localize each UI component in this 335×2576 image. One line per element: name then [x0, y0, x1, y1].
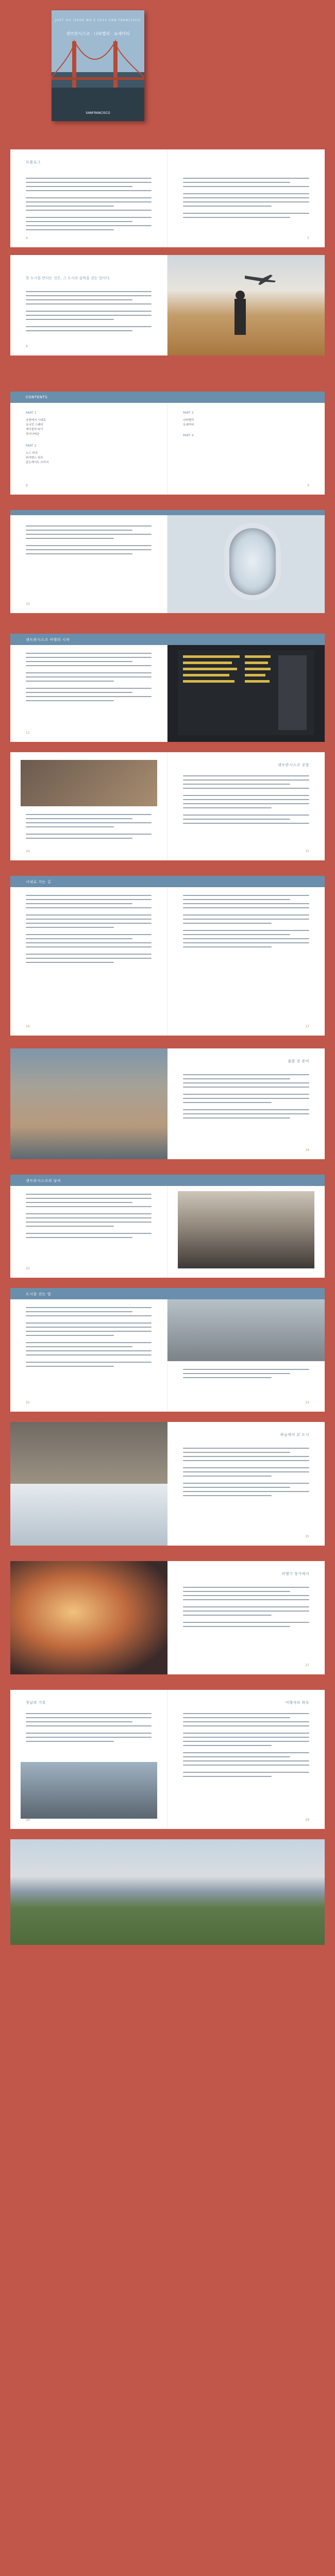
section-header: 하늘에서 본 도시: [280, 1433, 309, 1437]
departure-board-icon: [178, 650, 314, 735]
spread-airport: [10, 752, 325, 860]
text-block: [183, 895, 309, 951]
page-number: 20: [26, 1267, 30, 1270]
plane-icon: [167, 255, 325, 355]
toc-part3: PART 3: [183, 411, 194, 415]
page-number: 29: [305, 1818, 309, 1822]
street-photo: [178, 1191, 314, 1268]
page-number: 23: [305, 1401, 309, 1404]
text-block: [26, 526, 152, 557]
page-number: 10: [26, 602, 30, 606]
top-band: [10, 510, 325, 515]
cover-photo: [52, 10, 144, 121]
text-block: [183, 1448, 309, 1499]
page-left: [10, 887, 167, 1036]
spread-downtown: [10, 876, 325, 1036]
intro-quote: 한 도시를 안다는 것은, 그 도시의 골목을 걷는 일이다.: [26, 276, 111, 280]
section-band: [10, 1175, 325, 1186]
page-left: [10, 1299, 167, 1412]
section-header: 샌프란시스코 공항: [278, 763, 309, 767]
spread-first-day: [10, 1690, 325, 1829]
page-right: [167, 1422, 325, 1546]
spread-city: [10, 1048, 325, 1159]
text-block: [26, 1307, 152, 1370]
text-block: [26, 178, 152, 233]
text-block: [183, 1587, 309, 1630]
page-left: [10, 403, 167, 495]
sunset-window-photo: [10, 1561, 167, 1674]
city-hillside-photo: [10, 1048, 167, 1159]
section-header: 비행기 창가에서: [281, 1572, 309, 1576]
section-header: 여행자의 하루: [285, 1701, 309, 1705]
spread-weather: [10, 1175, 325, 1278]
toc-item[interactable]: 유니언 스퀘어: [26, 423, 43, 427]
page-right: [167, 1186, 325, 1278]
spread-window: [10, 510, 325, 613]
page-right: [167, 403, 325, 495]
text-block: [183, 1713, 309, 1780]
page-left: [10, 515, 167, 613]
page-number: 17: [305, 1025, 309, 1028]
page-number: 14: [26, 850, 30, 853]
text-block: [26, 895, 152, 966]
cover-title: 샌프란시스코 · 나파밸리 · 요세미티: [66, 31, 130, 36]
section-band: [10, 876, 325, 887]
spread-contents: [10, 392, 325, 495]
page-right: [167, 1048, 325, 1159]
airplane-window: [224, 523, 281, 600]
section-band: [10, 634, 325, 645]
page-right: [167, 752, 325, 860]
cover-author: SANFRANCISCO: [86, 111, 110, 115]
page-left: [10, 149, 167, 247]
page-left: [10, 1186, 167, 1278]
snow-aerial-photo: [10, 1484, 167, 1546]
page-right: [167, 1690, 325, 1829]
toc-item[interactable]: 피셔맨스 워프: [26, 456, 43, 460]
section-header: 출발 전 준비: [288, 1059, 309, 1063]
text-block: [26, 1194, 152, 1241]
text-block: [26, 1713, 152, 1748]
section-title: 도시를 걷는 법: [26, 1292, 52, 1296]
airport-cafe-photo: [21, 760, 157, 806]
text-block: [183, 1074, 309, 1122]
page-left: [10, 1561, 167, 1674]
page-number: 19: [305, 1148, 309, 1152]
toc-item[interactable]: 노스 비치: [26, 452, 38, 455]
section-title: 샌프란시스코의 날씨: [26, 1179, 61, 1183]
spread-departures: [10, 634, 325, 742]
text-block: [183, 178, 309, 221]
toc-list-2: [26, 451, 48, 465]
contents-title: CONTENTS: [26, 395, 48, 399]
contents-band: [10, 392, 325, 403]
toc-part1: PART 1: [26, 411, 37, 415]
cityscape-photo: [10, 1422, 167, 1484]
page-right: [167, 255, 325, 355]
toc-part4: PART 4: [183, 434, 194, 437]
departure-board-photo: [178, 650, 314, 735]
section-title: 샌프란시스코 여행의 시작: [26, 638, 70, 642]
page-left: [10, 255, 167, 355]
street-walk-photo: [167, 1299, 325, 1361]
page-left: [10, 752, 167, 860]
page-number: 4: [26, 236, 28, 240]
toc-item[interactable]: 골든게이트 브리지: [26, 461, 49, 464]
page-left: [10, 1048, 167, 1159]
toc-item[interactable]: 차이나타운: [26, 433, 40, 436]
section-header: 프롤로그: [26, 160, 41, 164]
spread-park: [10, 1839, 325, 1945]
page-number: 16: [26, 1025, 30, 1028]
page-number: 6: [26, 345, 28, 348]
page-number: 27: [305, 1664, 309, 1667]
toc-list-3: [183, 418, 194, 428]
page-right: [167, 1561, 325, 1674]
spread-traveller: [10, 255, 325, 355]
page-right: [167, 1299, 325, 1412]
page-right: [167, 149, 325, 247]
page-left: [10, 645, 167, 742]
spread-window-seat: [10, 1561, 325, 1674]
section-title: 시내로 가는 길: [26, 880, 52, 884]
page-number: 15: [305, 850, 309, 853]
toc-list-1: [26, 418, 46, 437]
page-number: 8: [26, 484, 28, 487]
spread-aerial: [10, 1422, 325, 1546]
page-left: [10, 1422, 167, 1546]
page-right: [167, 515, 325, 613]
street-crowd-photo: [21, 1762, 157, 1819]
spread-walking: [10, 1288, 325, 1412]
text-block: [183, 1369, 309, 1381]
page-number: 22: [26, 1401, 30, 1404]
page-number: 9: [307, 484, 309, 487]
toc-item[interactable]: 나파밸리: [183, 419, 194, 422]
page-right: [167, 645, 325, 742]
page-number: 12: [26, 731, 30, 735]
page-left: [10, 1690, 167, 1829]
spread-prologue: [10, 149, 325, 247]
toc-item[interactable]: 공항에서 시내로: [26, 419, 46, 422]
text-block: [183, 775, 309, 827]
section-band: [10, 1288, 325, 1299]
toc-part2: PART 2: [26, 444, 37, 448]
text-block: [26, 814, 152, 842]
page-number: 25: [305, 1535, 309, 1538]
text-block: [26, 653, 152, 704]
text-block: [26, 291, 152, 334]
golden-gate-bridge-illustration: [52, 10, 144, 121]
cover-series: JUST GO ISSUE NO.2 2014 SAN FRANCISCO: [55, 19, 141, 22]
spread-cover: [10, 0, 325, 134]
park-panorama-photo: [10, 1839, 325, 1945]
section-header: 첫날의 기록: [26, 1701, 46, 1705]
page-number: 5: [307, 236, 309, 240]
page-right: [167, 887, 325, 1036]
page-number: 28: [26, 1818, 30, 1822]
traveller-photo: [167, 255, 325, 355]
toc-item[interactable]: 요세미티: [183, 423, 194, 427]
toc-item[interactable]: 케이블카 타기: [26, 428, 43, 431]
